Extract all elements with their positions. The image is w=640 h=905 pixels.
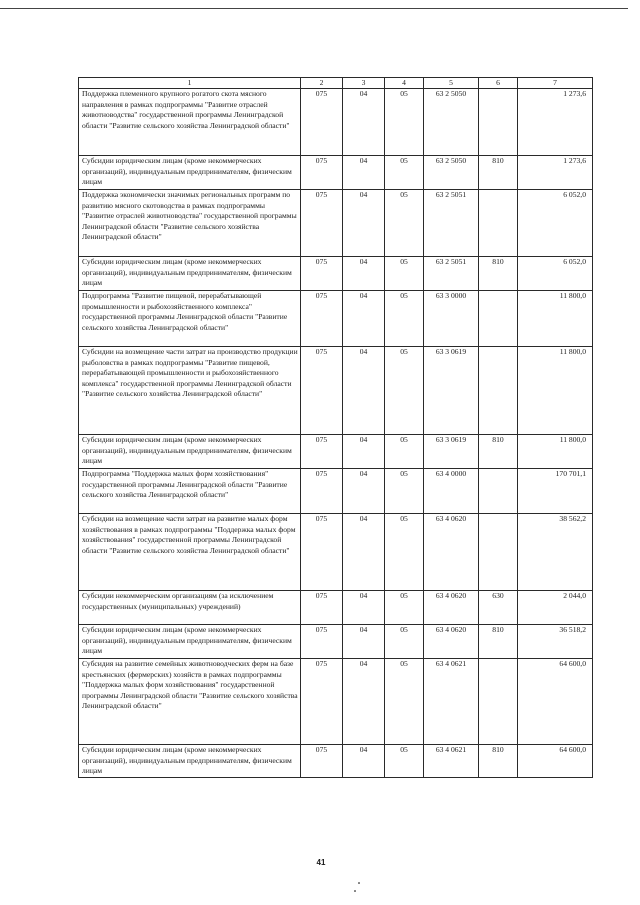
expense-type-cell [479,659,518,745]
ministry-code-cell: 075 [301,156,343,190]
subsection-cell: 05 [385,89,424,156]
expense-type-cell: 810 [479,257,518,291]
subsection-cell: 05 [385,257,424,291]
table-header-row [79,78,593,89]
ministry-code-cell: 075 [301,469,343,514]
target-article-cell: 63 3 0619 [424,435,479,469]
subsection-cell: 05 [385,745,424,778]
target-article-cell: 63 2 5050 [424,156,479,190]
section-cell: 04 [343,291,385,347]
subsection-cell: 05 [385,435,424,469]
table-row [79,469,593,514]
expense-type-cell [479,469,518,514]
name-cell: Субсидия на развитие семейных животноводческих ферм на базе крестьянских (фермерских) хозяйств в рамках подпрограммы "Поддержка малых форм хозяйствования" государственной программы Ленинградской области "Развитие сельского хозяйства Ленинградской области" [79,659,301,745]
table-row [79,89,593,156]
table-row [79,347,593,435]
name-cell: Поддержка экономически значимых региональных программ по развитию мясного скотоводства в рамках подпрограммы "Развитие отраслей животноводства" государственной программы Ленинградской области "Развитие сельского хозяйства Ленинградской области" [79,190,301,257]
subsection-cell: 05 [385,156,424,190]
target-article-cell: 63 3 0619 [424,347,479,435]
ministry-code-cell: 075 [301,190,343,257]
section-cell: 04 [343,514,385,591]
column-number-cell: 5 [424,78,479,89]
target-article-cell: 63 4 0621 [424,659,479,745]
column-number-cell: 4 [385,78,424,89]
amount-cell: 38 562,2 [518,514,593,591]
amount-cell: 170 701,1 [518,469,593,514]
column-number-cell: 2 [301,78,343,89]
ministry-code-cell: 075 [301,625,343,659]
column-number-cell: 6 [479,78,518,89]
expense-type-cell: 810 [479,435,518,469]
amount-cell: 6 052,0 [518,190,593,257]
ministry-code-cell: 075 [301,291,343,347]
subsection-cell: 05 [385,625,424,659]
top-rule [0,8,628,9]
page-number: 41 [316,858,326,867]
section-cell: 04 [343,469,385,514]
target-article-cell: 63 2 5051 [424,190,479,257]
column-number-cell: 7 [518,78,593,89]
name-cell: Субсидии на возмещение части затрат на развитие малых форм хозяйствования в рамках подпрограммы "Поддержка малых форм хозяйствования" государственной программы Ленинградской области "Развитие сельского хозяйства Ленинградской области" [79,514,301,591]
ministry-code-cell: 075 [301,89,343,156]
subsection-cell: 05 [385,514,424,591]
subsection-cell: 05 [385,190,424,257]
amount-cell: 64 600,0 [518,659,593,745]
table-row [79,156,593,190]
amount-cell: 64 600,0 [518,745,593,778]
target-article-cell: 63 4 0000 [424,469,479,514]
subsection-cell: 05 [385,347,424,435]
table-row [79,257,593,291]
table-row [79,514,593,591]
table-row [79,591,593,625]
target-article-cell: 63 4 0621 [424,745,479,778]
budget-table [78,77,593,778]
subsection-cell: 05 [385,469,424,514]
section-cell: 04 [343,625,385,659]
name-cell: Субсидии некоммерческим организациям (за исключением государственных (муниципальных) учреждений) [79,591,301,625]
expense-type-cell: 630 [479,591,518,625]
amount-cell: 11 800,0 [518,291,593,347]
scan-speck [358,882,360,884]
expense-type-cell [479,291,518,347]
section-cell: 04 [343,257,385,291]
ministry-code-cell: 075 [301,347,343,435]
section-cell: 04 [343,659,385,745]
target-article-cell: 63 3 0000 [424,291,479,347]
expense-type-cell: 810 [479,745,518,778]
name-cell: Субсидии юридическим лицам (кроме некоммерческих организаций), индивидуальным предпринимателям, физическим лицам [79,257,301,291]
ministry-code-cell: 075 [301,435,343,469]
scan-speck [354,890,356,892]
table-row [79,659,593,745]
expense-type-cell: 810 [479,625,518,659]
target-article-cell: 63 4 0620 [424,625,479,659]
amount-cell: 36 518,2 [518,625,593,659]
target-article-cell: 63 2 5051 [424,257,479,291]
amount-cell: 1 273,6 [518,89,593,156]
table-row [79,190,593,257]
ministry-code-cell: 075 [301,514,343,591]
amount-cell: 11 800,0 [518,435,593,469]
subsection-cell: 05 [385,659,424,745]
expense-type-cell [479,514,518,591]
section-cell: 04 [343,435,385,469]
section-cell: 04 [343,745,385,778]
table-row [79,625,593,659]
section-cell: 04 [343,190,385,257]
name-cell: Поддержка племенного крупного рогатого скота мясного направления в рамках подпрограммы "Развитие отраслей животноводства" государственной программы Ленинградской области "Развитие сельского хозяйства Ленинградской области" [79,89,301,156]
target-article-cell: 63 4 0620 [424,514,479,591]
amount-cell: 6 052,0 [518,257,593,291]
name-cell: Субсидии юридическим лицам (кроме некоммерческих организаций), индивидуальным предпринимателям, физическим лицам [79,745,301,778]
subsection-cell: 05 [385,591,424,625]
table-row [79,435,593,469]
expense-type-cell [479,89,518,156]
column-number-cell: 1 [79,78,301,89]
name-cell: Подпрограмма "Развитие пищевой, перерабатывающей промышленности и рыбохозяйственного комплекса" государственной программы Ленинградской области "Развитие сельского хозяйства Ленинградской области" [79,291,301,347]
expense-type-cell [479,190,518,257]
name-cell: Субсидии юридическим лицам (кроме некоммерческих организаций), индивидуальным предпринимателям, физическим лицам [79,435,301,469]
amount-cell: 1 273,6 [518,156,593,190]
column-number-cell: 3 [343,78,385,89]
section-cell: 04 [343,156,385,190]
expense-type-cell: 810 [479,156,518,190]
subsection-cell: 05 [385,291,424,347]
expense-type-cell [479,347,518,435]
table-row [79,291,593,347]
name-cell: Субсидии юридическим лицам (кроме некоммерческих организаций), индивидуальным предпринимателям, физическим лицам [79,625,301,659]
amount-cell: 11 800,0 [518,347,593,435]
ministry-code-cell: 075 [301,745,343,778]
amount-cell: 2 044,0 [518,591,593,625]
ministry-code-cell: 075 [301,659,343,745]
name-cell: Субсидии юридическим лицам (кроме некоммерческих организаций), индивидуальным предпринимателям, физическим лицам [79,156,301,190]
ministry-code-cell: 075 [301,257,343,291]
target-article-cell: 63 2 5050 [424,89,479,156]
ministry-code-cell: 075 [301,591,343,625]
section-cell: 04 [343,347,385,435]
name-cell: Субсидии на возмещение части затрат на производство продукции рыболовства в рамках подпрограммы "Развитие пищевой, перерабатывающей промышленности и рыбохозяйственного комплекса" государственной программы Ленинградской области "Развитие сельского хозяйства Ленинградской области" [79,347,301,435]
table-row [79,745,593,778]
name-cell: Подпрограмма "Поддержка малых форм хозяйствования" государственной программы Ленинградской области "Развитие сельского хозяйства Ленинградской области" [79,469,301,514]
section-cell: 04 [343,89,385,156]
section-cell: 04 [343,591,385,625]
target-article-cell: 63 4 0620 [424,591,479,625]
